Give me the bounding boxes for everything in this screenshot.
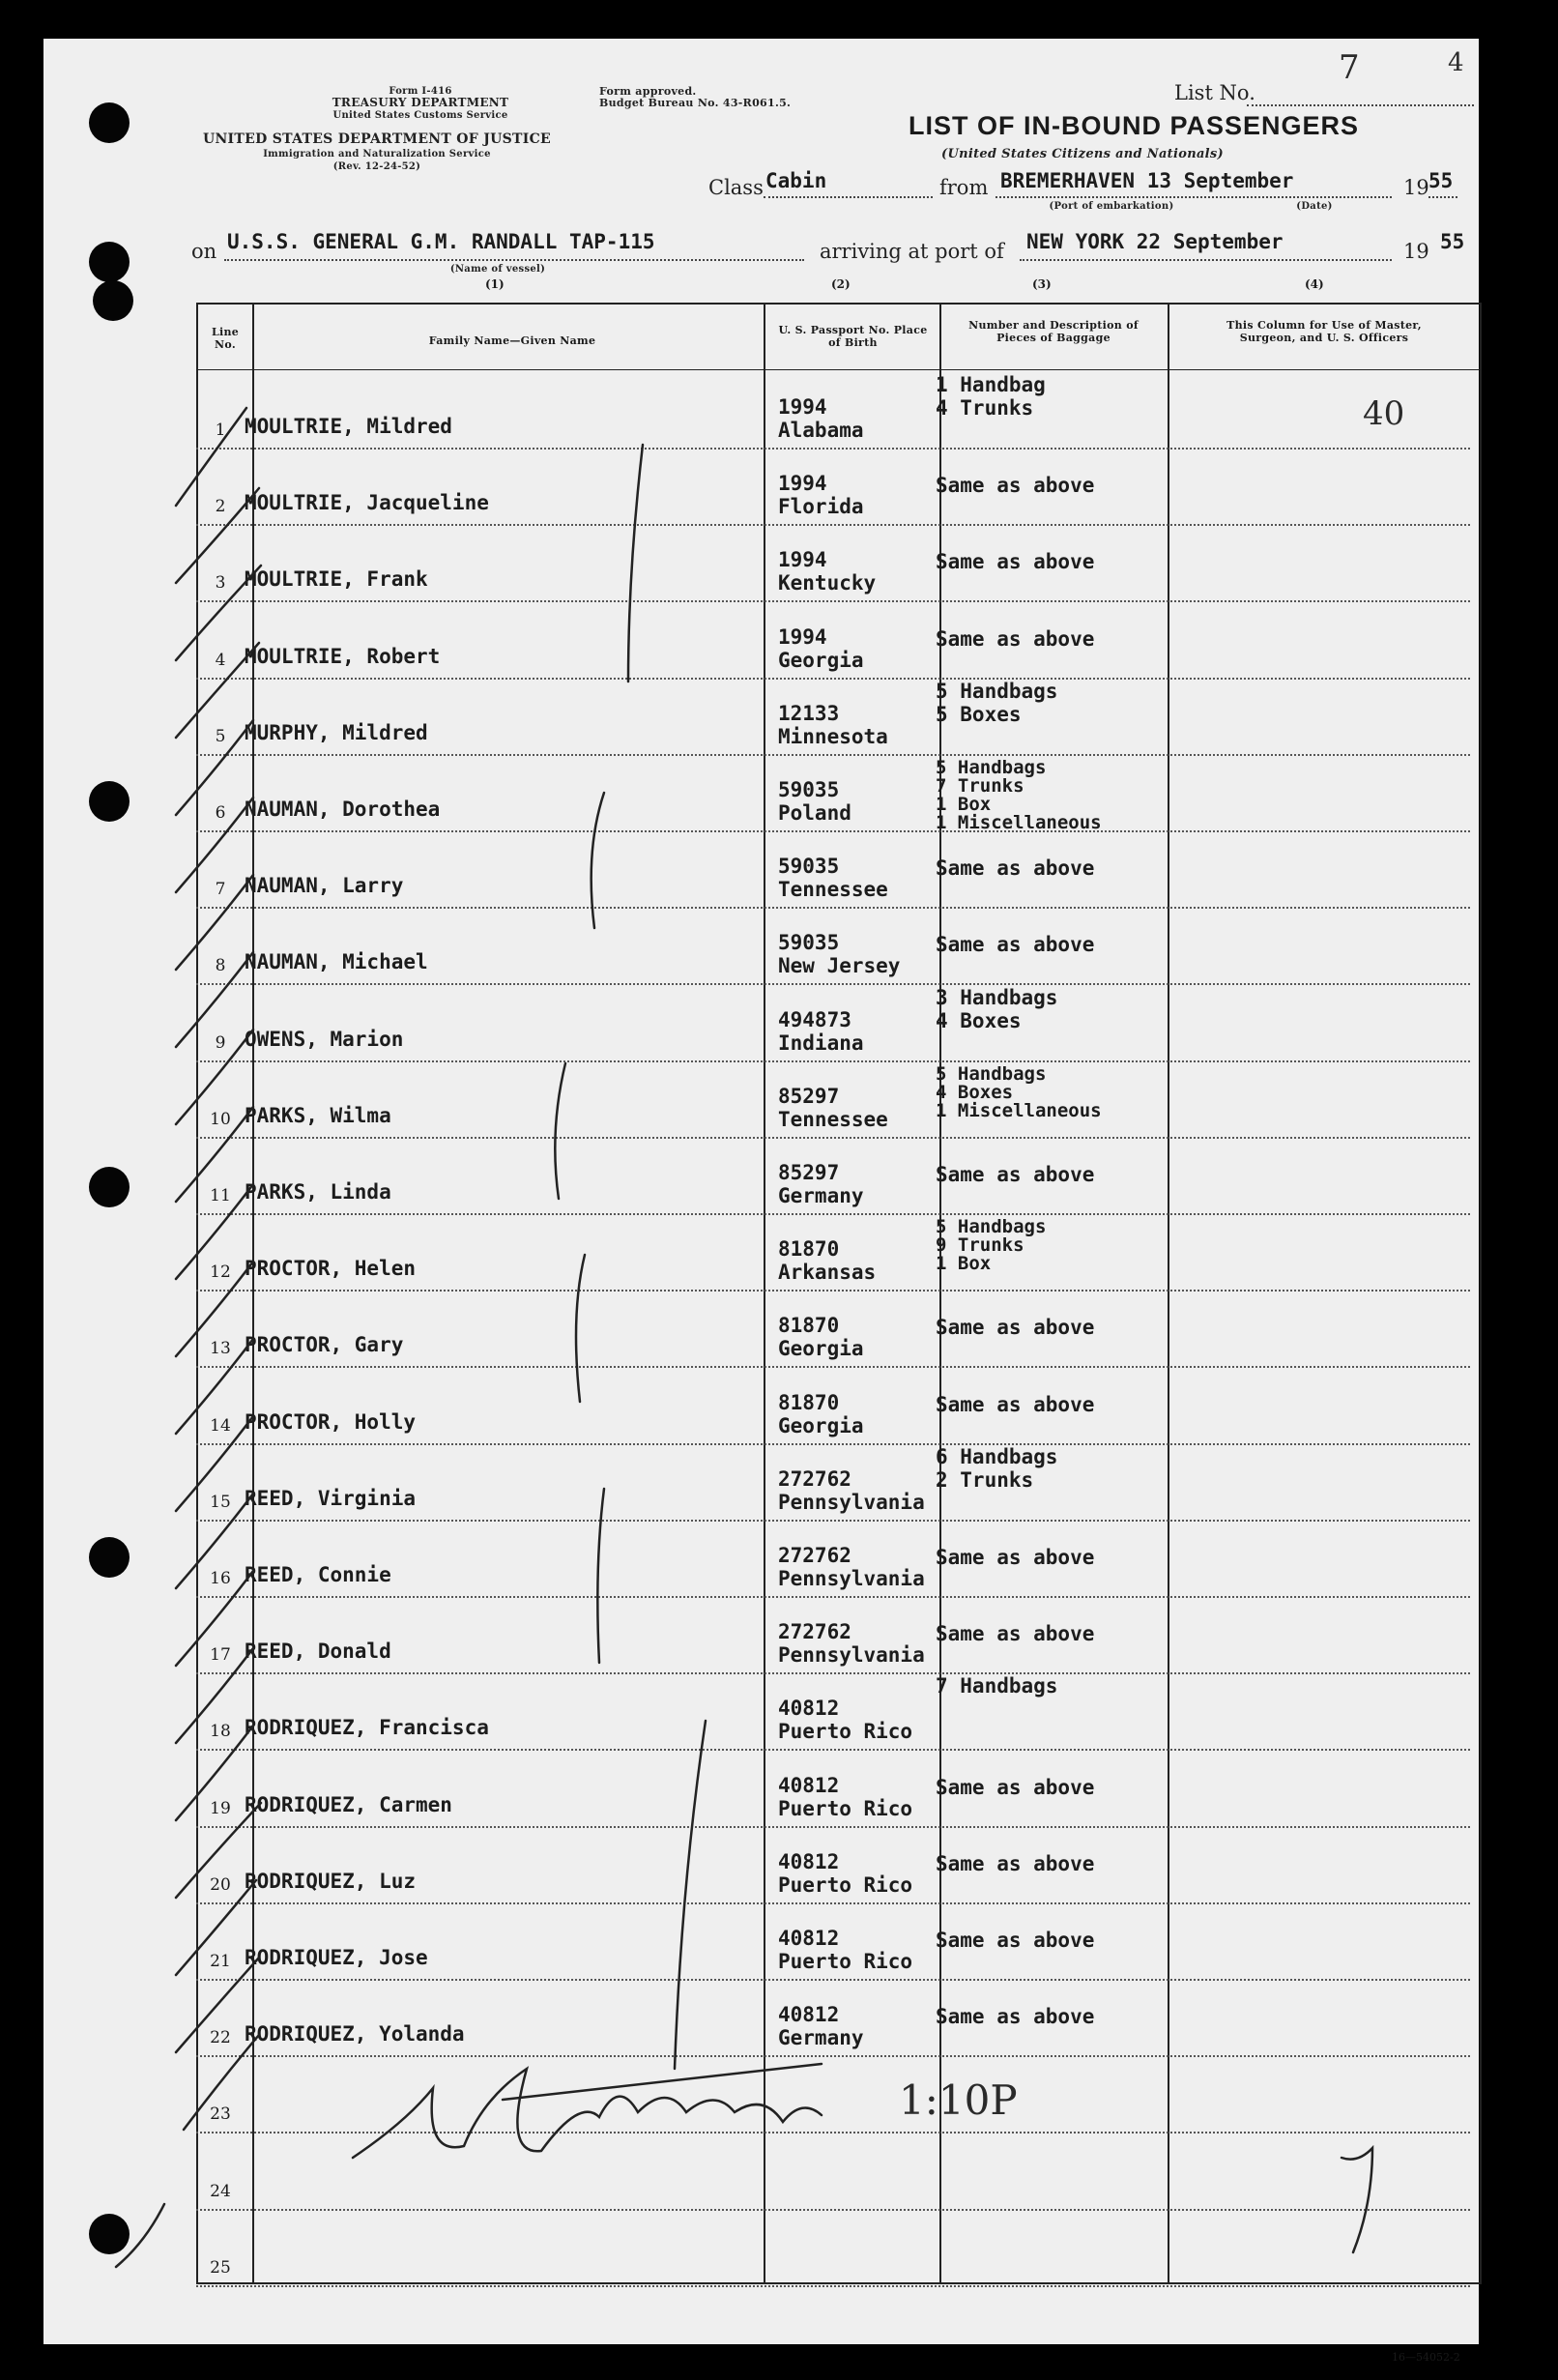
corner-mark: 4	[1448, 48, 1464, 77]
arrival-value: NEW YORK 22 September	[1026, 230, 1284, 253]
passenger-name: RODRIQUEZ, Carmen	[245, 1793, 452, 1816]
baggage-item: Same as above	[936, 2005, 1095, 2028]
place-of-birth: Tennessee	[778, 1108, 888, 1131]
place-of-birth: Puerto Rico	[778, 1797, 913, 1820]
passenger-name: NAUMAN, Larry	[245, 874, 404, 897]
class-label: Class	[708, 176, 764, 199]
passenger-name: PROCTOR, Gary	[245, 1333, 404, 1356]
passenger-name: PROCTOR, Holly	[245, 1410, 417, 1434]
baggage-item: Same as above	[936, 627, 1095, 651]
passport-number: 1994	[778, 548, 827, 571]
col-num-2: (2)	[831, 277, 851, 291]
place-of-birth: Puerto Rico	[778, 1873, 913, 1897]
passport-number: 272762	[778, 1620, 851, 1643]
passport-number: 81870	[778, 1237, 840, 1261]
vessel-name: U.S.S. GENERAL G.M. RANDALL TAP-115	[227, 230, 655, 253]
col-num-3: (3)	[1032, 277, 1052, 291]
from-value: BREMERHAVEN 13 September	[1000, 169, 1294, 192]
baggage-item: Same as above	[936, 550, 1095, 573]
place-of-birth: Georgia	[778, 649, 864, 672]
line-number: 20	[210, 1875, 231, 1895]
baggage-item: Same as above	[936, 1316, 1095, 1339]
passport-number: 494873	[778, 1008, 851, 1031]
revision-date: (Rev. 12-24-52)	[332, 161, 421, 172]
col-num-4: (4)	[1305, 277, 1324, 291]
line-number: 10	[210, 1110, 231, 1129]
baggage-item: 2 Trunks	[936, 1468, 1034, 1492]
port-caption: (Port of embarkation)	[1049, 201, 1174, 212]
baggage-item: 5 Handbags	[936, 680, 1058, 703]
baggage-item: 5 Handbags	[936, 757, 1047, 778]
passport-number: 1994	[778, 472, 827, 495]
passenger-name: NAUMAN, Dorothea	[245, 798, 441, 821]
baggage-item: 3 Handbags	[936, 986, 1058, 1009]
baggage-item: Same as above	[936, 474, 1095, 497]
col-header-officers: This Column for Use of Master, Surgeon, and U. S. Officers	[1226, 319, 1422, 344]
passport-number: 85297	[778, 1085, 840, 1108]
from-label: from	[939, 176, 989, 199]
passport-number: 40812	[778, 1697, 840, 1720]
place-of-birth: Puerto Rico	[778, 1950, 913, 1973]
baggage-item: 1 Miscellaneous	[936, 1100, 1102, 1121]
line-number: 15	[210, 1493, 231, 1512]
passenger-name: REED, Connie	[245, 1563, 391, 1586]
baggage-item: 1 Box	[936, 794, 992, 815]
line-number: 25	[210, 2258, 231, 2278]
list-no-label: List No.	[1174, 81, 1255, 104]
baggage-item: Same as above	[936, 1163, 1095, 1186]
line-number: 12	[210, 1263, 231, 1282]
arrival-year-prefix: 19	[1403, 240, 1429, 263]
baggage-item: 1 Box	[936, 1253, 992, 1274]
handwritten-time: 1:10P	[899, 2076, 1018, 2124]
line-number: 5	[215, 727, 226, 746]
passenger-name: NAUMAN, Michael	[245, 950, 428, 973]
place-of-birth: Pennsylvania	[778, 1643, 925, 1667]
baggage-item: Same as above	[936, 856, 1095, 880]
place-of-birth: Georgia	[778, 1414, 864, 1437]
passenger-name: MOULTRIE, Mildred	[245, 415, 452, 438]
passenger-name: RODRIQUEZ, Luz	[245, 1870, 417, 1893]
baggage-item: Same as above	[936, 1776, 1095, 1799]
passport-number: 12133	[778, 702, 840, 725]
place-of-birth: Pennsylvania	[778, 1567, 925, 1590]
line-number: 24	[210, 2182, 231, 2201]
passport-number: 272762	[778, 1544, 851, 1567]
passport-number: 40812	[778, 1850, 840, 1873]
form-approved: Form approved.	[599, 85, 697, 98]
line-number: 16	[210, 1569, 231, 1588]
passport-number: 1994	[778, 625, 827, 649]
line-number: 1	[215, 421, 226, 440]
passport-number: 85297	[778, 1161, 840, 1184]
place-of-birth: Georgia	[778, 1337, 864, 1360]
line-number: 13	[210, 1339, 231, 1358]
baggage-item: Same as above	[936, 933, 1095, 956]
baggage-item: 4 Trunks	[936, 396, 1034, 420]
passenger-name: OWENS, Marion	[245, 1028, 404, 1051]
baggage-item: 4 Boxes	[936, 1082, 1014, 1103]
class-value: Cabin	[765, 169, 827, 192]
place-of-birth: Indiana	[778, 1031, 864, 1055]
line-number: 4	[215, 651, 226, 670]
ins-service: Immigration and Naturalization Service	[263, 149, 491, 160]
place-of-birth: Arkansas	[778, 1261, 877, 1284]
passenger-name: REED, Donald	[245, 1640, 391, 1663]
passenger-name: PROCTOR, Helen	[245, 1257, 417, 1280]
passport-number: 59035	[778, 855, 840, 878]
baggage-item: 5 Boxes	[936, 703, 1022, 726]
place-of-birth: Tennessee	[778, 878, 888, 901]
col-header-name: Family Name—Given Name	[428, 334, 596, 347]
date-caption: (Date)	[1296, 201, 1333, 212]
from-year-prefix: 19	[1403, 176, 1429, 199]
on-label: on	[191, 240, 217, 263]
page-subtitle: (United States Citizens and Nationals)	[941, 147, 1224, 161]
baggage-item: 5 Handbags	[936, 1063, 1047, 1085]
baggage-item: 6 Handbags	[936, 1445, 1058, 1468]
arriving-label: arriving at port of	[820, 240, 1004, 263]
passenger-name: MOULTRIE, Robert	[245, 645, 441, 668]
place-of-birth: Kentucky	[778, 571, 877, 595]
form-number: Form I-416	[389, 86, 452, 97]
passenger-name: REED, Virginia	[245, 1487, 417, 1510]
passport-number: 81870	[778, 1314, 840, 1337]
baggage-item: 1 Handbag	[936, 373, 1046, 396]
line-number: 7	[215, 880, 226, 899]
passenger-name: MOULTRIE, Jacqueline	[245, 491, 489, 514]
line-number: 14	[210, 1416, 231, 1436]
passport-number: 272762	[778, 1467, 851, 1491]
place-of-birth: Florida	[778, 495, 864, 518]
from-year: 55	[1428, 169, 1454, 192]
passenger-name: RODRIQUEZ, Francisca	[245, 1716, 489, 1739]
line-number: 23	[210, 2104, 231, 2124]
place-of-birth: New Jersey	[778, 954, 901, 977]
line-number: 9	[215, 1033, 226, 1053]
baggage-item: 1 Miscellaneous	[936, 812, 1102, 833]
baggage-item: 4 Boxes	[936, 1009, 1022, 1032]
col-header-baggage: Number and Description of Pieces of Baggage	[968, 319, 1139, 344]
baggage-item: Same as above	[936, 1546, 1095, 1569]
justice-dept: UNITED STATES DEPARTMENT OF JUSTICE	[202, 131, 552, 147]
line-number: 17	[210, 1645, 231, 1665]
baggage-item: 7 Trunks	[936, 775, 1024, 797]
treasury-dept: TREASURY DEPARTMENT	[332, 96, 509, 109]
line-number: 11	[210, 1186, 231, 1205]
line-number: 22	[210, 2028, 231, 2047]
line-number: 3	[215, 573, 226, 593]
col-header-passport: U. S. Passport No. Place of Birth	[778, 324, 928, 349]
line-number: 19	[210, 1799, 231, 1818]
passport-number: 40812	[778, 1774, 840, 1797]
line-number: 21	[210, 1952, 231, 1971]
officer-note: 40	[1363, 394, 1405, 433]
baggage-item: Same as above	[936, 1622, 1095, 1645]
place-of-birth: Germany	[778, 2026, 864, 2049]
passport-number: 1994	[778, 395, 827, 419]
budget-bureau: Budget Bureau No. 43-R061.5.	[599, 97, 792, 109]
baggage-item: Same as above	[936, 1929, 1095, 1952]
place-of-birth: Minnesota	[778, 725, 888, 748]
passport-number: 81870	[778, 1391, 840, 1414]
arrival-year: 55	[1440, 230, 1465, 253]
baggage-item: 5 Handbags	[936, 1216, 1047, 1237]
place-of-birth: Poland	[778, 801, 851, 825]
passport-number: 59035	[778, 778, 840, 801]
passenger-name: MURPHY, Mildred	[245, 721, 428, 744]
passport-number: 40812	[778, 2003, 840, 2026]
place-of-birth: Alabama	[778, 419, 864, 442]
customs-service: United States Customs Service	[332, 110, 508, 121]
baggage-item: Same as above	[936, 1852, 1095, 1875]
place-of-birth: Puerto Rico	[778, 1720, 913, 1743]
place-of-birth: Pennsylvania	[778, 1491, 925, 1514]
passenger-name: MOULTRIE, Frank	[245, 567, 428, 591]
list-no-value: 7	[1339, 48, 1360, 87]
line-number: 8	[215, 956, 226, 975]
place-of-birth: Germany	[778, 1184, 864, 1207]
passenger-name: RODRIQUEZ, Yolanda	[245, 2022, 465, 2046]
vessel-caption: (Name of vessel)	[449, 264, 546, 275]
line-number: 18	[210, 1722, 231, 1741]
page-title: LIST OF IN-BOUND PASSENGERS	[909, 111, 1360, 140]
baggage-item: 7 Handbags	[936, 1674, 1058, 1698]
passenger-name: PARKS, Wilma	[245, 1104, 391, 1127]
footer-code: 16—54052-2	[1392, 2351, 1460, 2364]
col-num-1: (1)	[485, 277, 505, 291]
passport-number: 59035	[778, 931, 840, 954]
passport-number: 40812	[778, 1927, 840, 1950]
passenger-name: RODRIQUEZ, Jose	[245, 1946, 428, 1969]
passenger-name: PARKS, Linda	[245, 1180, 391, 1204]
baggage-item: 9 Trunks	[936, 1234, 1024, 1256]
line-number: 6	[215, 803, 226, 823]
col-header-line: Line No.	[211, 326, 240, 351]
baggage-item: Same as above	[936, 1393, 1095, 1416]
line-number: 2	[215, 497, 226, 516]
